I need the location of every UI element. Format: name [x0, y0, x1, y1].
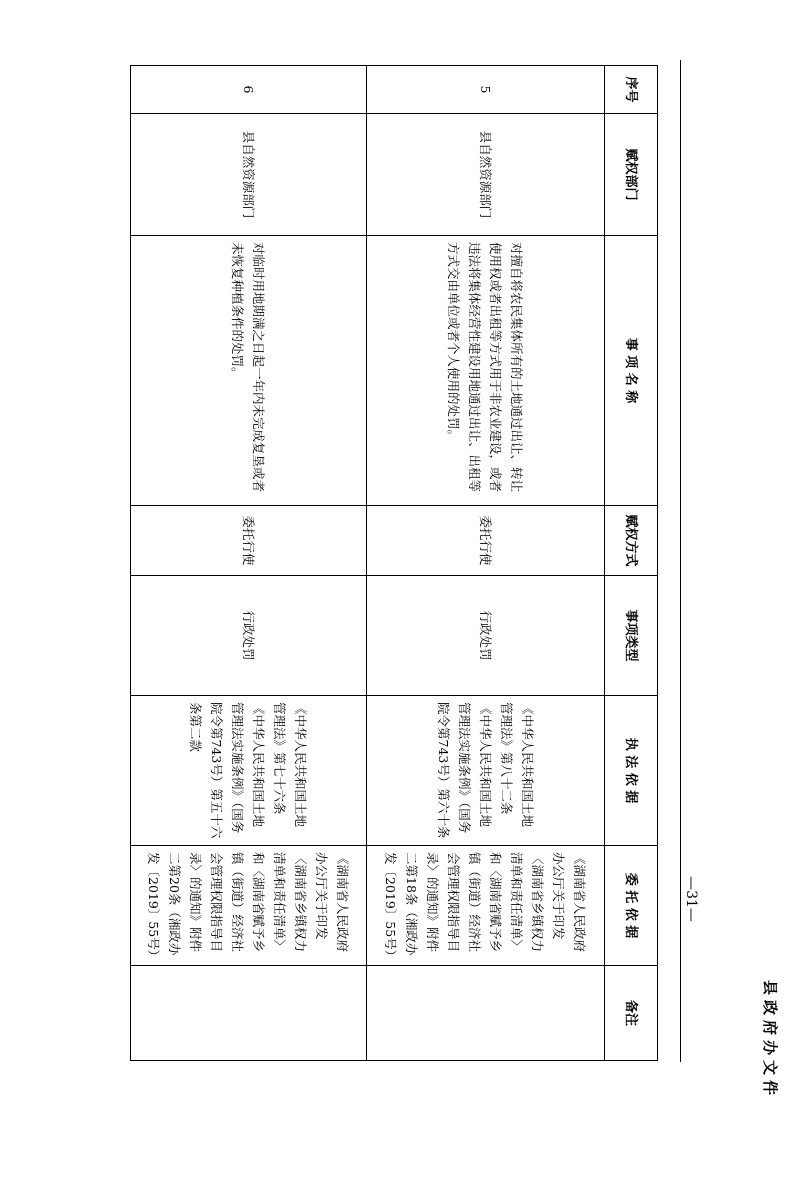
cell-no: 6 [131, 66, 367, 114]
col-header-basis: 委 托 依 据 [605, 846, 658, 966]
cell-dept: 县自然资源部门 [366, 114, 604, 236]
cell-dept: 县自然资源部门 [131, 114, 367, 236]
cell-note [366, 966, 604, 1061]
cell-type: 行政处罚 [366, 576, 604, 696]
col-header-dept: 赋权部门 [605, 114, 658, 236]
col-header-no: 序号 [605, 66, 658, 114]
table-row [366, 66, 604, 1061]
col-header-law: 执 法 依 据 [605, 696, 658, 846]
col-header-item: 事 项 名 称 [605, 236, 658, 506]
header-row [605, 66, 658, 1061]
cell-item: 对临时用地期满之日起一年内未完成复垦或者未恢复种植条件的处罚。 [131, 236, 367, 506]
cell-basis: 《湖南省人民政府办公厅关于印发〈湖南省乡镇权力清单和责任清单〉和〈湖南省赋予乡镇（街道）经济社会管理权限指导目录〉的通知》附件二第18条（湘政办发〔2019〕55号） [366, 846, 604, 966]
cell-law: 《中华人民共和国土地管理法》第七十六条 《中华人民共和国土地管理法实施条例》（国务院令第743号）第五十六条第二款 [131, 696, 367, 846]
table-row [131, 66, 367, 1061]
cell-note [131, 966, 367, 1061]
col-header-method: 赋权方式 [605, 506, 658, 576]
cell-no: 5 [366, 66, 604, 114]
cell-item: 对擅自将农民集体所有的土地通过出让、转让使用权或者出租等方式用于非农业建设，或者违法将集体经营性建设用地通过出让、出租等方式交由单位或者个人使用的处罚。 [366, 236, 604, 506]
authority-table [130, 65, 658, 1061]
col-header-note: 备注 [605, 966, 658, 1061]
cell-method: 委托行使 [131, 506, 367, 576]
cell-basis: 《湖南省人民政府办公厅关于印发〈湖南省乡镇权力清单和责任清单〉和〈湖南省赋予乡镇（街道）经济社会管理权限指导目录〉的通知》附件二第20条（湘政办发〔2019〕55号） [131, 846, 367, 966]
cell-method: 委托行使 [366, 506, 604, 576]
col-header-type: 事项类型 [605, 576, 658, 696]
cell-law: 《中华人民共和国土地管理法》第八十二条 《中华人民共和国土地管理法实施条例》（国务院令第743号）第六十条 [366, 696, 604, 846]
header-title: 县政府办文件 [761, 980, 779, 1101]
page-number: —31— [683, 855, 699, 943]
header-rule [680, 60, 681, 1062]
cell-type: 行政处罚 [131, 576, 367, 696]
